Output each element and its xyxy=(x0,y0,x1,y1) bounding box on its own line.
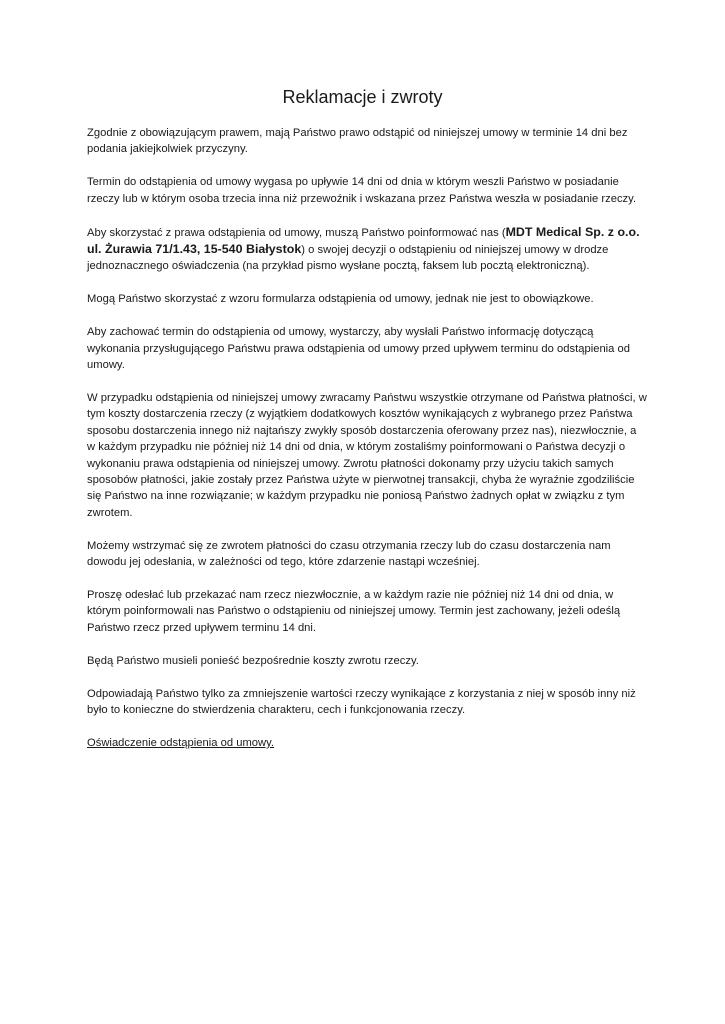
paragraph-how-to-withdraw xyxy=(87,224,647,275)
paragraph-keep-deadline: Aby zachować termin do odstąpienia od umowy, wystarczy, aby wysłali Państwo informację dotyczącą wykonania przysługującego Państwu prawa odstąpienia od umowy przed upływem terminu do odstąpienia od umowy. xyxy=(87,326,631,372)
paragraph-form-template: Mogą Państwo skorzystać z wzoru formularza odstąpienia od umowy, jednak nie jest to obowiązkowe. xyxy=(87,293,594,306)
paragraph-return-item: Proszę odesłać lub przekazać nam rzecz niezwłocznie, a w każdym razie nie później niż 14 dni od dnia, w którym poinformowali nas Państwo o odstąpieniu od niniejszej umowy. Termin jest zachowany, jeżeli odeślą Państwo rzecz przed upływem terminu 14 dni. xyxy=(87,589,621,634)
company-address: MDT Medical Sp. z o.o. ul. Żurawia 71/1.43, 15-540 Białystok xyxy=(87,224,640,257)
paragraph-text: ) o swojej decyzji o odstąpieniu od niniejszej umowy w drodze jednoznacznego oświadczenia (na przykład pismo wysłane pocztą, faksem lub pocztą elektroniczną). xyxy=(87,244,609,273)
page-title: Reklamacje i zwroty xyxy=(282,87,443,107)
paragraph-return-costs: Będą Państwo musieli ponieść bezpośrednie koszty zwrotu rzeczy. xyxy=(87,654,419,667)
paragraph-liability: Odpowiadają Państwo tylko za zmniejszenie wartości rzeczy wynikające z korzystania z niej w sposób inny niż było to konieczne do stwierdzenia charakteru, cech i funkcjonowania rzeczy. xyxy=(87,687,636,717)
paragraph-withdrawal-deadline: Termin do odstąpienia od umowy wygasa po upływie 14 dni od dnia w którym weszli Państwo w posiadanie rzeczy lub w którym osoba trzecia inna niż przewoźnik i wskazana przez Państwa weszła w posiadanie rzeczy. xyxy=(87,176,637,205)
paragraph-refund: W przypadku odstąpienia od niniejszej umowy zwracamy Państwu wszystkie otrzymane od Państwa płatności, w tym koszty dostarczenia rzeczy (z wyjątkiem dodatkowych kosztów wynikających z wybranego przez Państwa sposobu dostarczenia innego niż najtańszy zwykły sposób dostarczenia oferowany przez nas), niezwłocznie, a w każdym przypadku nie później niż 14 dni od dnia, w którym zostaliśmy poinformowani o Państwa decyzji o wykonaniu prawa odstąpienia od niniejszej umowy. Zwrotu płatności dokonamy przy użyciu takich samych sposobów płatności, jakie zostały przez Państwa użyte w pierwotnej transakcji, chyba że wyraźnie zgodziliście się Państwo na inne rozwiązanie; w każdym przypadku nie poniosą Państwo żadnych opłat w związku z tym zwrotem. xyxy=(87,391,647,519)
withdrawal-link-container xyxy=(87,735,647,751)
withdrawal-statement-link[interactable]: Oświadczenie odstąpienia od umowy. xyxy=(87,736,275,749)
paragraph-withdrawal-right: Zgodnie z obowiązującym prawem, mają Państwo prawo odstąpić od niniejszej umowy w terminie 14 dni bez podania jakiejkolwiek przyczyny. xyxy=(87,127,628,156)
paragraph-refund-hold: Możemy wstrzymać się ze zwrotem płatności do czasu otrzymania rzeczy lub do czasu dostarczenia nam dowodu jej odesłania, w zależności od tego, które zdarzenie nastąpi wcześniej. xyxy=(87,539,611,569)
document-body xyxy=(87,125,647,768)
paragraph-text: Aby skorzystać z prawa odstąpienia od umowy, muszą Państwo poinformować nas ( xyxy=(87,226,506,239)
